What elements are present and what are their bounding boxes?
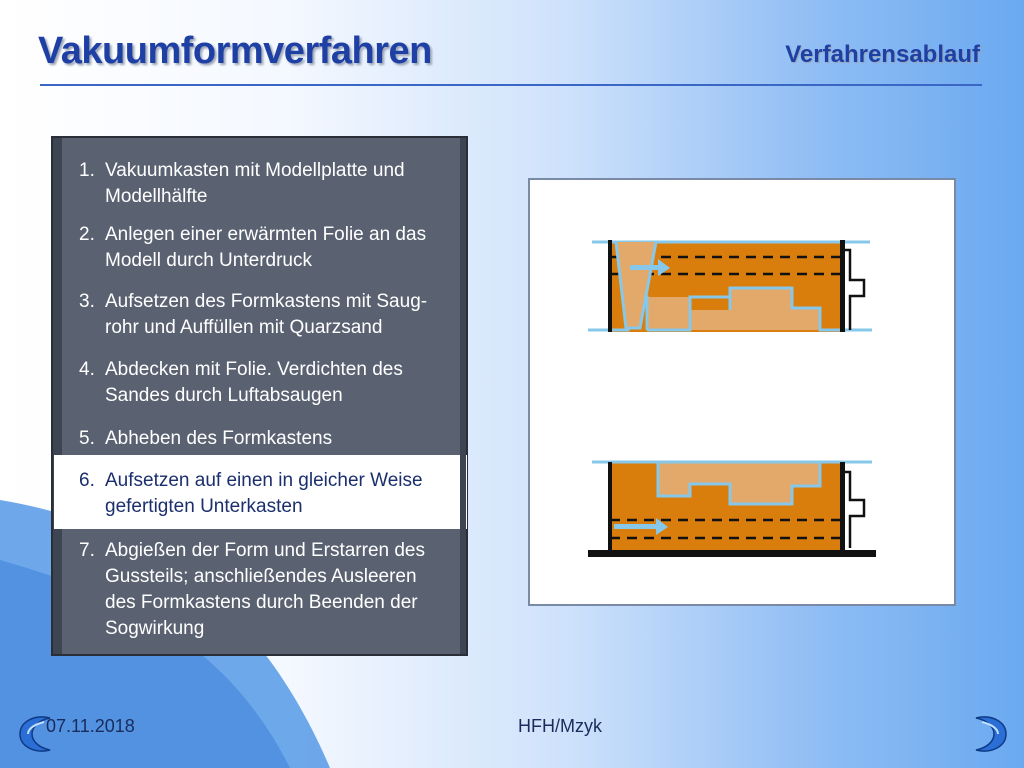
footer-author: HFH/Mzyk	[518, 716, 602, 736]
next-slide-icon[interactable]	[968, 712, 1012, 756]
upper-flask-wall-right	[840, 240, 845, 332]
step-number: 1.	[79, 160, 95, 181]
step-4	[79, 357, 449, 409]
footer-date: 07.11.2018	[46, 716, 135, 736]
step-text: Anlegen einer erwärmten Folie an das Modell durch Unterdruck	[105, 224, 427, 271]
step-7	[79, 538, 449, 642]
page-subtitle: Verfahrensablauf	[785, 41, 980, 68]
previous-slide-icon[interactable]	[14, 712, 58, 756]
step-number: 6.	[79, 470, 95, 491]
step-3	[79, 289, 449, 341]
step-number: 5.	[79, 428, 95, 449]
lower-flask-wall-left	[608, 462, 612, 552]
upper-flask-wall-left	[608, 240, 612, 332]
step-number: 2.	[79, 224, 95, 245]
step-text: Aufsetzen auf einen in gleicher Weise gefertigten Unterkasten	[105, 470, 423, 517]
step-text: Aufsetzen des Formkastens mit Saug-rohr und Auffüllen mit Quarzsand	[105, 291, 428, 338]
lower-flask-handle	[845, 472, 864, 548]
lower-flask-wall-right	[840, 462, 845, 552]
process-steps-panel	[51, 136, 468, 656]
step-text: Abgießen der Form und Erstarren des Gussteils; anschließendes Ausleeren des Formkastens durch Beenden der Sogwirkung	[105, 540, 425, 639]
step-1	[79, 158, 449, 210]
step-6-active	[54, 455, 467, 529]
title-divider	[40, 84, 982, 86]
step-text: Abdecken mit Folie. Verdichten des Sandes durch Luftabsaugen	[105, 359, 403, 406]
step-text: Abheben des Formkastens	[105, 428, 333, 449]
step-number: 3.	[79, 291, 95, 312]
upper-flask-handle	[845, 250, 864, 330]
page-title: Vakuumformverfahren	[38, 30, 432, 72]
step-text: Vakuumkasten mit Modellplatte und Modellhälfte	[105, 160, 405, 207]
step-number: 4.	[79, 359, 95, 380]
step-2	[79, 222, 449, 274]
step-5	[79, 426, 449, 452]
process-diagram	[528, 178, 956, 606]
base-plate	[588, 550, 876, 557]
flask-illustration	[530, 180, 954, 604]
step-number: 7.	[79, 540, 95, 561]
